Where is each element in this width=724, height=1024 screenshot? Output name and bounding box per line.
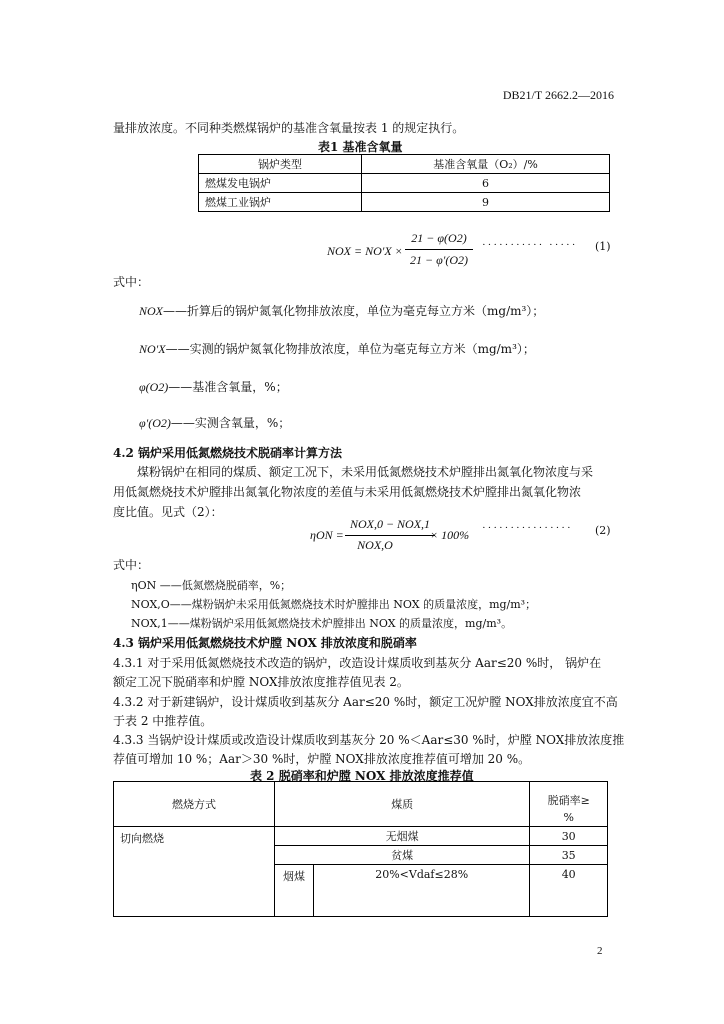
var-symbol: φ(O2) — [139, 380, 169, 394]
table2-cell-yanmei-range: 20%<Vdaf≤28% — [314, 865, 530, 917]
table2-header-coal: 煤质 — [275, 782, 530, 827]
var-nox-measured-line — [139, 340, 535, 357]
table2-header-rate: 脱硝率≥ — [530, 782, 608, 809]
table2-cell-rate: 30 — [530, 827, 608, 846]
table1-cell-type: 燃煤发电锅炉 — [199, 174, 362, 193]
section-4-3-title: 4.3 锅炉采用低氮燃烧技术炉膛 NOX 排放浓度和脱硝率 — [113, 636, 417, 650]
intro-paragraph: 量排放浓度。不同种类燃煤锅炉的基准含氧量按表 1 的规定执行。 — [113, 121, 465, 135]
formula1-lhs: NOX = NO'X × — [327, 244, 403, 258]
where-label-1: 式中： — [113, 275, 150, 289]
table2-cell-method: 切向燃烧 — [114, 827, 275, 917]
formula2-numerator: NOX,0 − NOX,1 — [349, 517, 431, 531]
table1 — [198, 154, 610, 212]
clause-4-3-2-line2: 于表 2 中推荐值。 — [113, 714, 213, 728]
table1-header-type: 锅炉类型 — [199, 155, 362, 174]
table2-cell-yanmei: 烟煤 — [275, 865, 314, 917]
var-nox-line — [139, 302, 544, 319]
section-4-2-para-line2: 用低氮燃烧技术炉膛排出氮氧化物浓度的差值与未采用低氮燃烧技术炉膛排出氮氧化物浓 — [113, 485, 582, 499]
formula1-number: (1) — [595, 240, 611, 253]
where-label-2: 式中： — [113, 558, 150, 572]
formula1-numerator: 21 − φ(O2) — [411, 231, 467, 245]
formula2-fraction-bar — [345, 535, 435, 536]
section-4-2-para-line3: 度比值。见式（2）： — [113, 505, 223, 519]
var-nox0-line: NOX,O——煤粉锅炉未采用低氮燃烧技术时炉膛排出 NOX 的质量浓度，mg/m³； — [131, 598, 537, 611]
clause-4-3-2-line1: 4.3.2 对于新建锅炉，设计煤质收到基灰分 Aar≤20 %时，额定工况炉膛 NOX排放浓度宜不高 — [113, 695, 618, 709]
var-phi-measured-line — [139, 414, 290, 431]
formula1-leader-dots: ··········· ····· — [482, 239, 578, 251]
clause-4-3-1-line2: 额定工况下脱硝率和炉膛 NOX排放浓度推荐值见表 2。 — [113, 675, 409, 689]
table1-header-value: 基准含氧量（O₂）/% — [362, 155, 610, 174]
table-row — [114, 827, 608, 846]
table2-cell-rate: 35 — [530, 846, 608, 865]
table2-header-method: 燃烧方式 — [114, 782, 275, 827]
var-description: ——实测的锅炉氮氧化物排放浓度，单位为毫克每立方米（mg/m³）； — [165, 342, 535, 356]
var-eta-line: ηON ——低氮燃烧脱硝率，%； — [131, 579, 292, 592]
table2-cell-coal: 贫煤 — [275, 846, 530, 865]
section-4-2-title: 4.2 锅炉采用低氮燃烧技术脱硝率计算方法 — [113, 446, 343, 460]
formula1-fraction-bar — [405, 249, 473, 250]
table1-cell-type: 燃煤工业锅炉 — [199, 193, 362, 212]
table2-caption: 表 2 脱硝率和炉膛 NOX 排放浓度推荐值 — [250, 769, 474, 783]
table2-cell-coal: 无烟煤 — [275, 827, 530, 846]
clause-4-3-3-line1: 4.3.3 当锅炉设计煤质或改造设计煤质收到基灰分 20 %＜Aar≤30 %时，炉膛 NOX排放浓度推 — [113, 733, 625, 747]
var-symbol: NO'X — [139, 342, 166, 356]
clause-4-3-3-line2: 荐值可增加 10 %；Aar＞30 %时，炉膛 NOX排放浓度推荐值可增加 20 %。 — [113, 752, 531, 766]
table1-cell-value: 9 — [362, 193, 610, 212]
table2-cell-rate: 40 — [530, 865, 608, 917]
var-description: ——基准含氧量，%； — [168, 380, 288, 394]
var-description: ——实测含氧量，%； — [170, 416, 291, 430]
clause-4-3-1-line1: 4.3.1 对于采用低氮燃烧技术改造的锅炉，改造设计煤质收到基灰分 Aar≤20 %时， 锅炉在 — [113, 656, 602, 670]
formula1-denominator: 21 − φ'(O2) — [410, 253, 468, 267]
table-row — [199, 174, 610, 193]
var-nox1-line: NOX,1——煤粉锅炉采用低氮燃烧技术炉膛排出 NOX 的质量浓度，mg/m³。 — [131, 617, 513, 630]
section-4-2-para-line1: 煤粉锅炉在相同的煤质、额定工况下，未采用低氮燃烧技术炉膛排出氮氧化物浓度与采 — [137, 465, 594, 479]
document-id: DB21/T 2662.2—2016 — [502, 88, 614, 102]
var-symbol: φ'(O2) — [139, 416, 171, 430]
formula2-number: (2) — [595, 524, 611, 537]
table1-caption: 表1 基准含氧量 — [318, 140, 403, 154]
table2-header-unit: % — [530, 808, 608, 827]
table1-cell-value: 6 — [362, 174, 610, 193]
formula2-denominator: NOX,O — [357, 538, 393, 552]
table-row — [199, 193, 610, 212]
var-symbol: NOX — [139, 304, 163, 318]
var-description: ——折算后的锅炉氮氧化物排放浓度，单位为毫克每立方米（mg/m³）； — [163, 304, 545, 318]
formula2-leader-dots: ················ — [482, 522, 573, 534]
table2 — [113, 781, 608, 917]
page-number: 2 — [597, 945, 603, 957]
formula2-lhs: ηON = — [310, 528, 344, 542]
formula2-tail: × 100% — [430, 528, 470, 542]
var-phi-line — [139, 378, 288, 395]
